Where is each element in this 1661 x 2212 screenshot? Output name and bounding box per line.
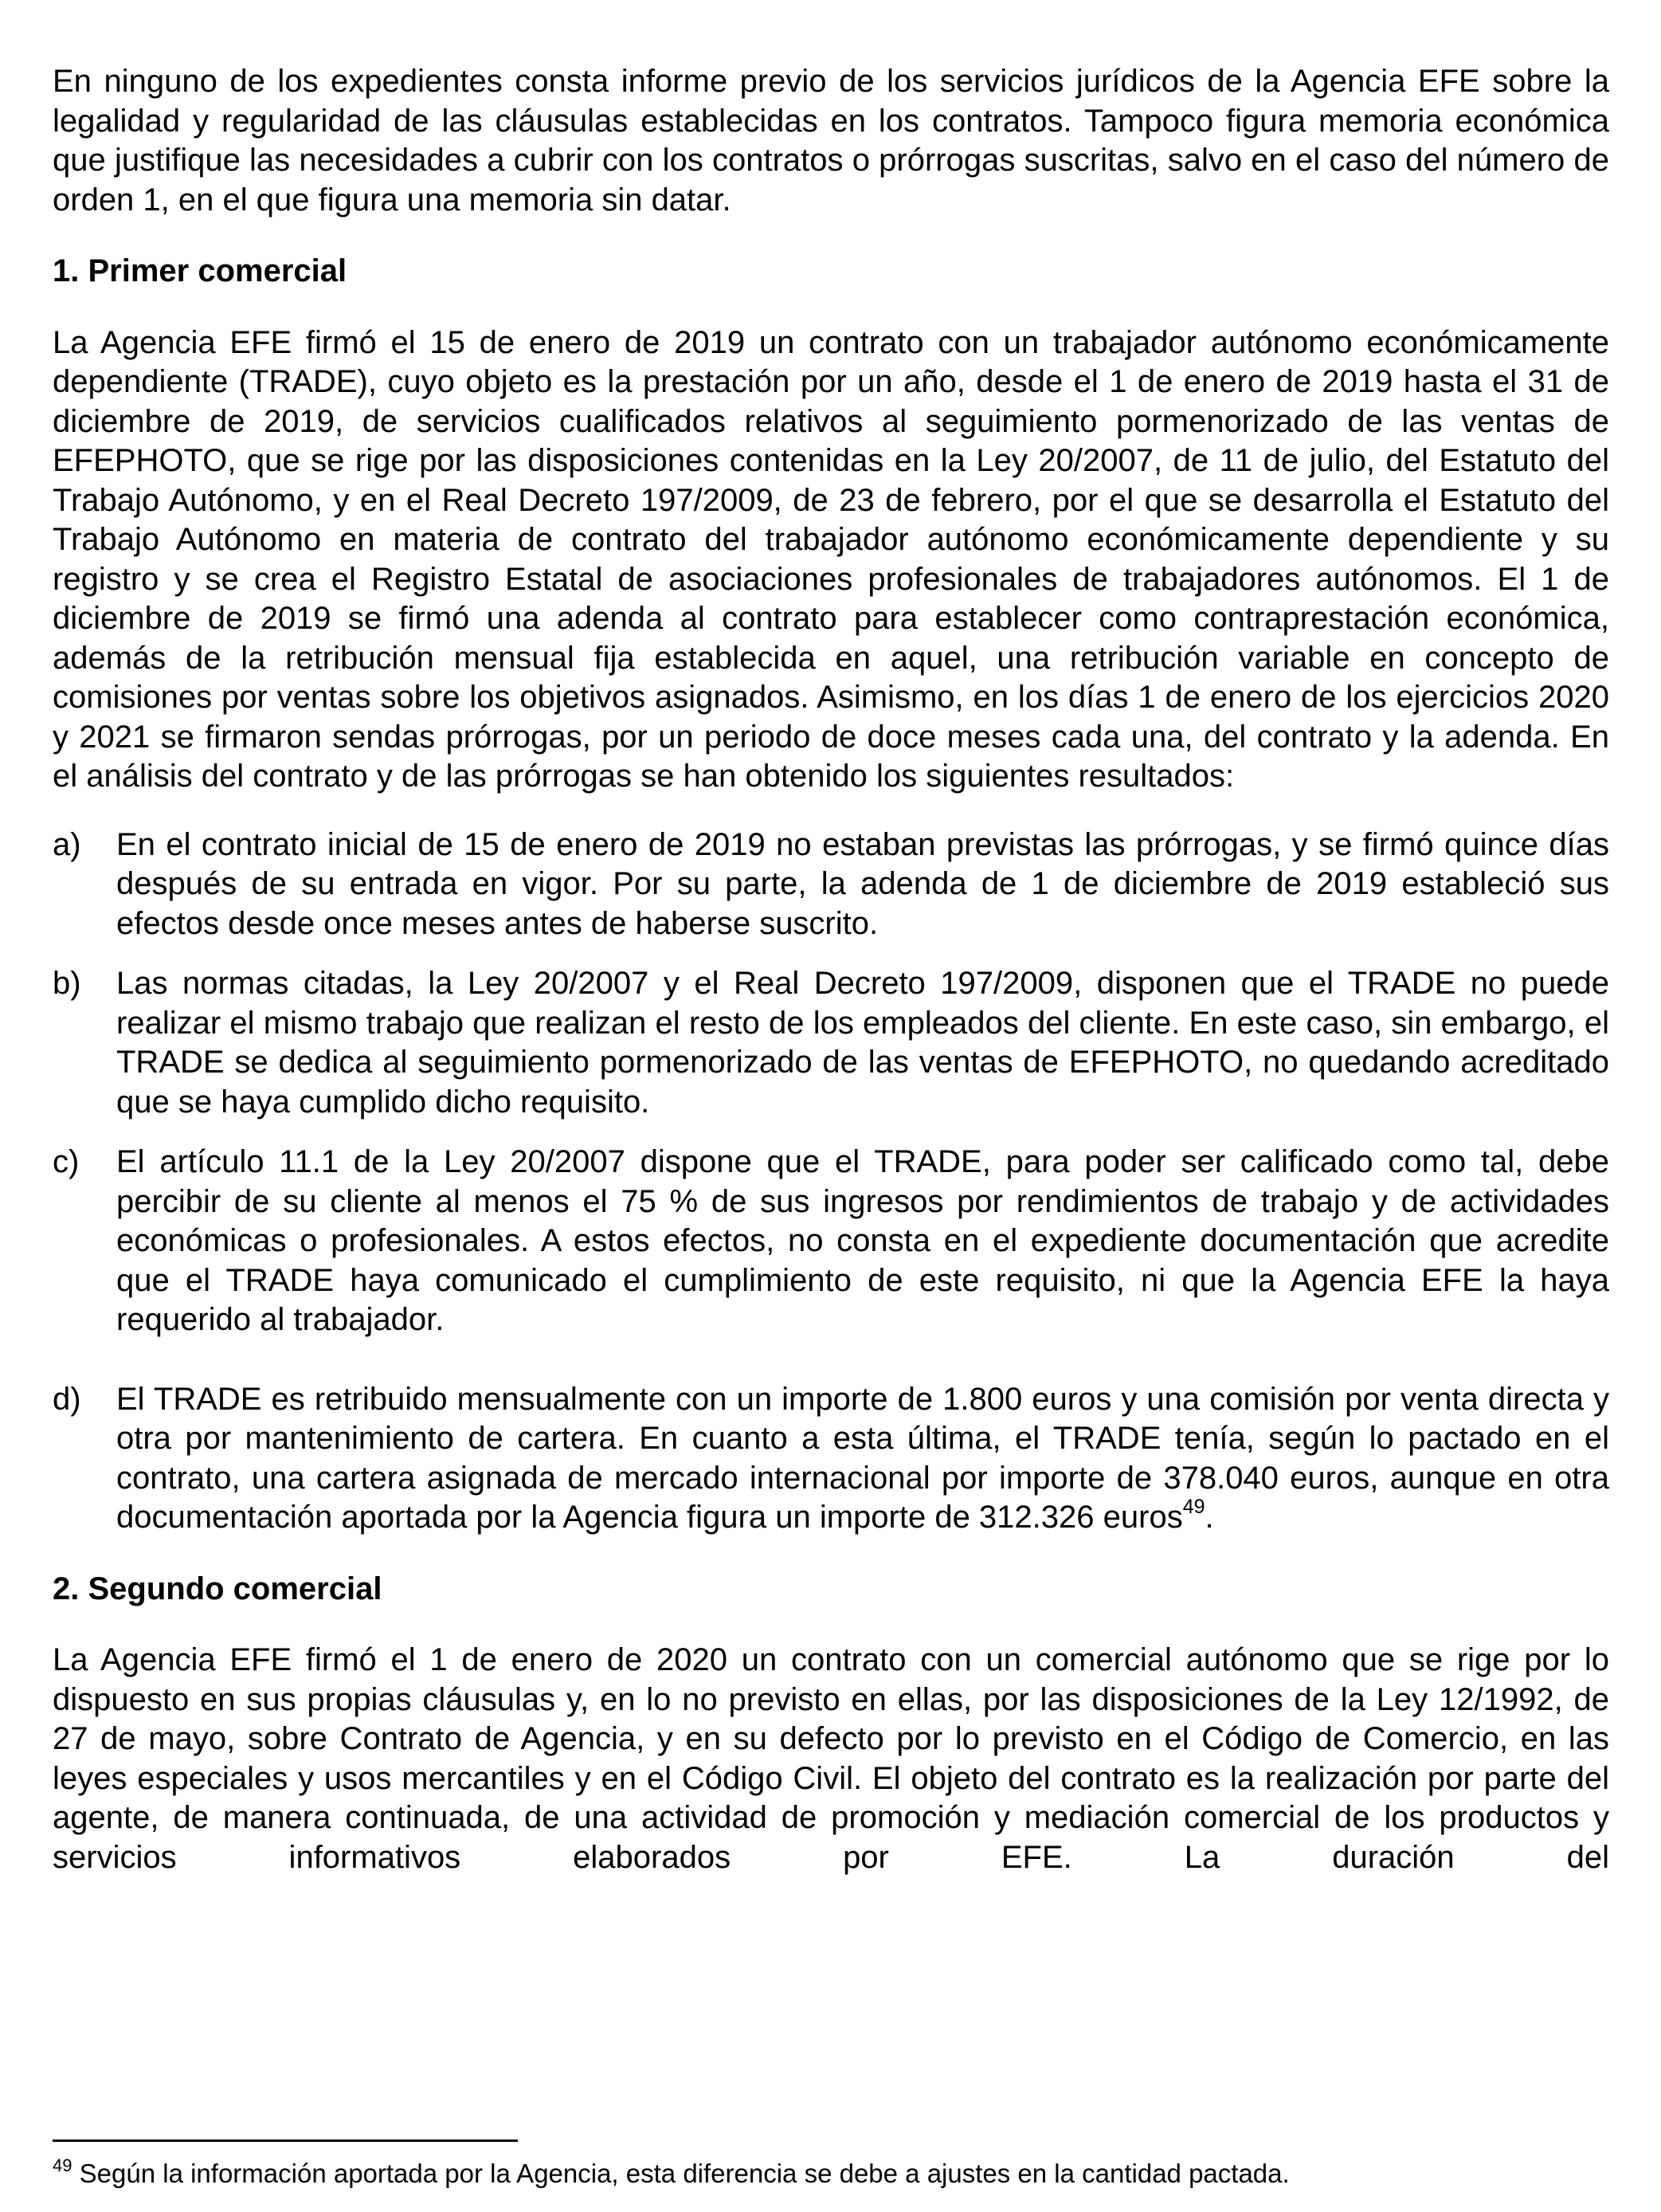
footnote-number: 49 — [53, 2155, 72, 2175]
footnote-reference[interactable]: 49 — [1182, 1496, 1205, 1518]
finding-item-a — [53, 826, 1609, 944]
finding-item-d — [53, 1380, 1609, 1538]
list-marker: c) — [53, 1144, 80, 1179]
list-text: En el contrato inicial de 15 de enero de 2019 no estaban previstas las prórrogas, y se firmó quince días después de su entrada en vigor. Por su parte, la adenda de 1 de diciembre de 2019 estableció sus efectos desde once meses antes de haberse suscrito. — [116, 826, 1609, 941]
list-marker: d) — [53, 1381, 81, 1417]
spacer — [53, 1609, 1609, 1641]
list-marker: a) — [53, 826, 81, 862]
footnote-separator — [53, 2139, 518, 2142]
section-1-paragraph: La Agencia EFE firmó el 15 de enero de 2019 un contrato con un trabajador autónomo económicamente dependiente (TRADE), cuyo objeto es la prestación por un año, desde el 1 de enero de 2019 hasta el 31 de diciembre de 2019, de servicios cualificados relativos al seguimiento pormenorizado de las ventas de EFEPHOTO, que se rige por las disposiciones contenidas en la Ley 20/2007, de 11 de julio, del Estatuto del Trabajo Autónomo, y en el Real Decreto 197/2009, de 23 de febrero, por el que se desarrolla el Estatuto del Trabajo Autónomo en materia de contrato del trabajador autónomo económicamente dependiente y su registro y se crea el Registro Estatal de asociaciones profesionales de trabajadores autónomos. El 1 de diciembre de 2019 se firmó una adenda al contrato para establecer como contraprestación económica, además de la retribución mensual fija establecida en aquel, una retribución variable en concepto de comisiones por ventas sobre los objetivos asignados. Asimismo, en los días 1 de enero de los ejercicios 2020 y 2021 se firmaron sendas prórrogas, por un periodo de doce meses cada una, del contrato y la adenda. En el análisis del contrato y de las prórrogas se han obtenido los siguientes resultados: — [53, 324, 1609, 794]
list-text: Las normas citadas, la Ley 20/2007 y el Real Decreto 197/2009, disponen que el TRADE no puede realizar el mismo trabajo que realizan el resto de los empleados del cliente. En este caso, sin embargo, el TRADE se dedica al seguimiento pormenorizado de las ventas de EFEPHOTO, no quedando acreditado que se haya cumplido dicho requisito. — [116, 966, 1609, 1120]
list-text: El artículo 11.1 de la Ley 20/2007 dispone que el TRADE, para poder ser calificado como tal, debe percibir de su cliente al menos el 75 % de sus ingresos por rendimientos de trabajo y de actividades económicas o profesionales. A estos efectos, no consta en el expediente documentación que acredite que el TRADE haya comunicado el cumplimiento de este requisito, ni que la Agencia EFE la haya requerido al trabajador. — [116, 1144, 1609, 1337]
list-text-end: . — [1205, 1500, 1214, 1535]
section-1-heading: 1. Primer comercial — [53, 253, 347, 288]
findings-list — [53, 826, 1609, 1538]
list-text-container — [116, 1380, 1609, 1538]
finding-item-b — [53, 964, 1609, 1122]
spacer — [53, 1538, 1609, 1570]
document-page — [53, 62, 1609, 1877]
list-text: El TRADE es retribuido mensualmente con un importe de 1.800 euros y una comisión por venta directa y otra por mantenimiento de cartera. En cuanto a esta última, el TRADE tenía, según lo pactado en el contrato, una cartera asignada de mercado internacional por importe de 378.040 euros, aunque en otra documentación aportada por la Agencia figura un importe de 312.326 euros — [116, 1381, 1609, 1535]
list-marker: b) — [53, 966, 81, 1001]
footnote — [53, 2155, 1290, 2190]
finding-item-c — [53, 1143, 1609, 1340]
spacer — [53, 292, 1609, 324]
footnote-text: Según la información aportada por la Agencia, esta diferencia se debe a ajustes en la cantidad pactada. — [72, 2159, 1290, 2188]
section-2-paragraph: La Agencia EFE firmó el 1 de enero de 2020 un contrato con un comercial autónomo que se rige por lo dispuesto en sus propias cláusulas y, en lo no previsto en ellas, por las disposiciones de la Ley 12/1992, de 27 de mayo, sobre Contrato de Agencia, y en su defecto por lo previsto en el Código de Comercio, en las leyes especiales y usos mercantiles y en el Código Civil. El objeto del contrato es la realización por parte del agente, de manera continuada, de una actividad de promoción y mediación comercial de los productos y servicios informativos elaborados por EFE. La duración del — [53, 1642, 1609, 1875]
spacer — [53, 220, 1609, 252]
intro-paragraph: En ninguno de los expedientes consta informe previo de los servicios jurídicos de la Agencia EFE sobre la legalidad y regularidad de las cláusulas establecidas en los contratos. Tampoco figura memoria económica que justifique las necesidades a cubrir con los contratos o prórrogas suscritas, salvo en el caso del número de orden 1, en el que figura una memoria sin datar. — [53, 64, 1609, 218]
section-2-heading: 2. Segundo comercial — [53, 1571, 382, 1606]
spacer — [53, 797, 1609, 826]
